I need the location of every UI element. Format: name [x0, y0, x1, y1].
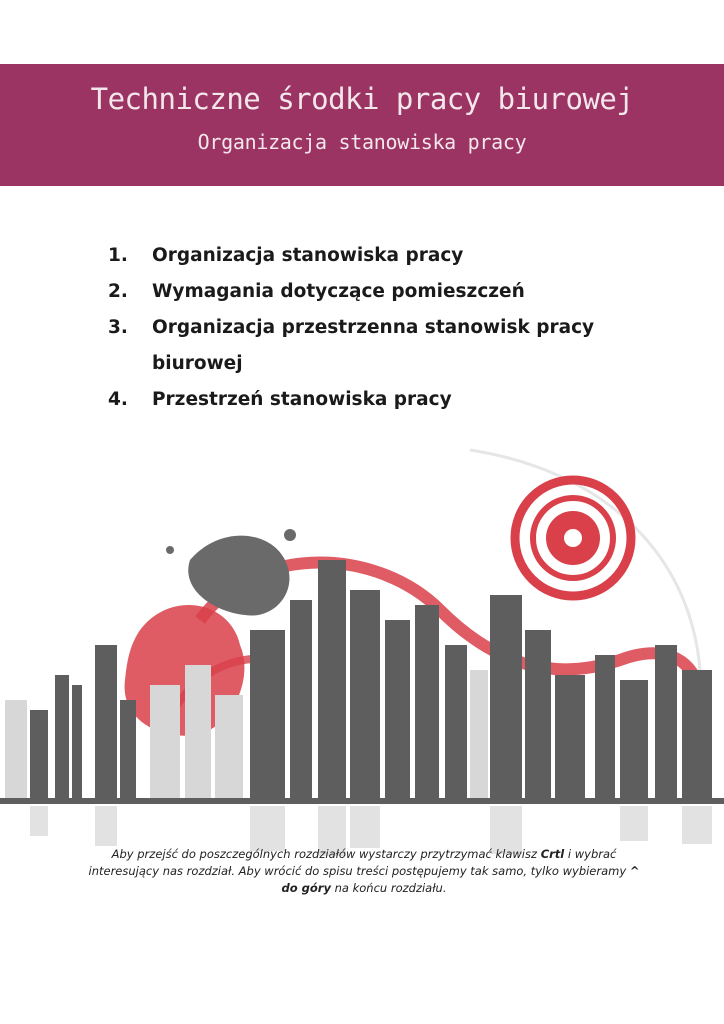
document-title: Techniczne środki pracy biurowej — [90, 82, 634, 116]
toc-number: 3. — [108, 317, 128, 338]
toc-label: Organizacja stanowiska pracy — [152, 245, 464, 266]
toc-item-3[interactable] — [108, 310, 648, 382]
navigation-note — [80, 846, 648, 897]
toc-item-2[interactable] — [108, 274, 648, 310]
note-key: Crtl — [540, 847, 565, 861]
toc-number: 2. — [108, 281, 128, 302]
toc-label: Przestrzeń stanowiska pracy — [152, 389, 452, 410]
cityscape-illustration — [0, 430, 724, 860]
toc-item-4[interactable] — [108, 382, 648, 418]
back-to-top-link: ^ do góry — [281, 864, 640, 895]
note-text: Aby przejść do poszczególnych rozdziałów wystarczy przytrzymać klawisz — [111, 847, 541, 861]
note-text: na końcu rozdziału. — [330, 881, 447, 895]
toc-number: 4. — [108, 389, 128, 410]
note-text: i wybrać interesujący nas rozdział. Aby wrócić do spisu treści postępujemy tak samo, tylko wybieramy — [88, 847, 630, 878]
toc-label: Organizacja przestrzenna stanowisk pracy biurowej — [152, 317, 595, 374]
toc-number: 1. — [108, 245, 128, 266]
table-of-contents — [108, 238, 648, 418]
document-subtitle: Organizacja stanowiska pracy — [197, 130, 527, 154]
toc-label: Wymagania dotyczące pomieszczeń — [152, 281, 525, 302]
toc-item-1[interactable] — [108, 238, 648, 274]
target-graphic — [515, 480, 631, 596]
